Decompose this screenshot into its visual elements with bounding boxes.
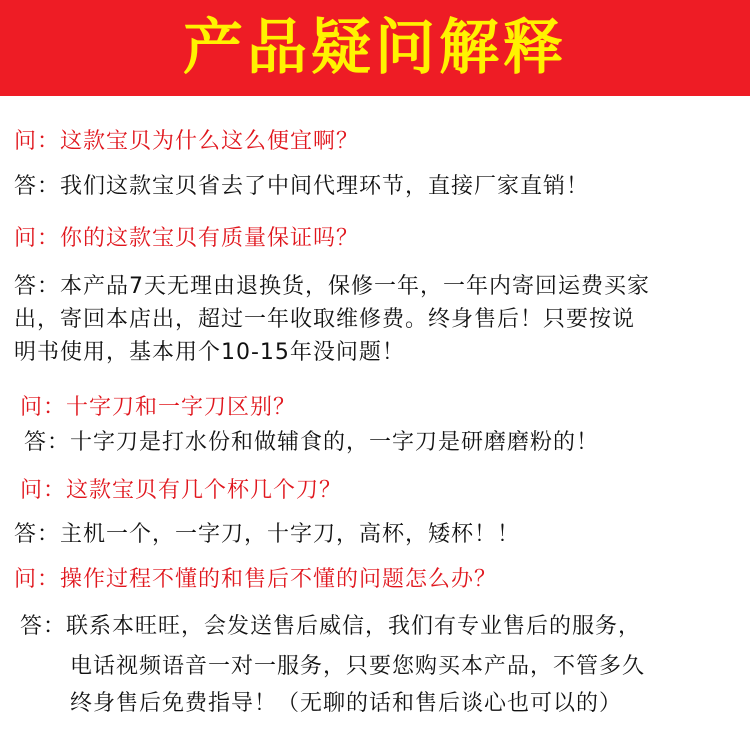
question-4: 问：这款宝贝有几个杯几个刀？ xyxy=(20,478,343,503)
answer-2-line-2: 出，寄回本店出，超过一年收取维修费。终身售后！只要按说 xyxy=(14,307,636,332)
page-title: 产品疑问解释 xyxy=(183,13,567,83)
question-5: 问：操作过程不懂的和售后不懂的问题怎么办？ xyxy=(14,567,498,592)
answer-1-line-1: 答：我们这款宝贝省去了中间代理环节，直接厂家直销！ xyxy=(14,174,590,199)
answer-5-line-2: 电话视频语音一对一服务，只要您购买本产品，不管多久 xyxy=(70,654,646,679)
question-1: 问：这款宝贝为什么这么便宜啊？ xyxy=(14,129,360,154)
answer-5-line-3: 终身售后免费指导！（无聊的话和售后谈心也可以的） xyxy=(70,691,623,716)
answer-2-line-3: 明书使用，基本用个10-15年没问题！ xyxy=(14,340,405,365)
answer-5-line-1: 答：联系本旺旺，会发送售后威信，我们有专业售后的服务， xyxy=(20,614,642,639)
answer-3-line-1: 答：十字刀是打水份和做辅食的，一字刀是研磨磨粉的！ xyxy=(24,430,600,455)
question-2: 问：你的这款宝贝有质量保证吗？ xyxy=(14,226,360,251)
question-3: 问：十字刀和一字刀区别？ xyxy=(20,395,297,420)
title-banner xyxy=(0,0,750,96)
answer-4-line-1: 答：主机一个，一字刀，十字刀，高杯，矮杯！！ xyxy=(14,522,521,547)
answer-2-line-1: 答：本产品7天无理由退换货，保修一年，一年内寄回运费买家 xyxy=(14,274,650,299)
